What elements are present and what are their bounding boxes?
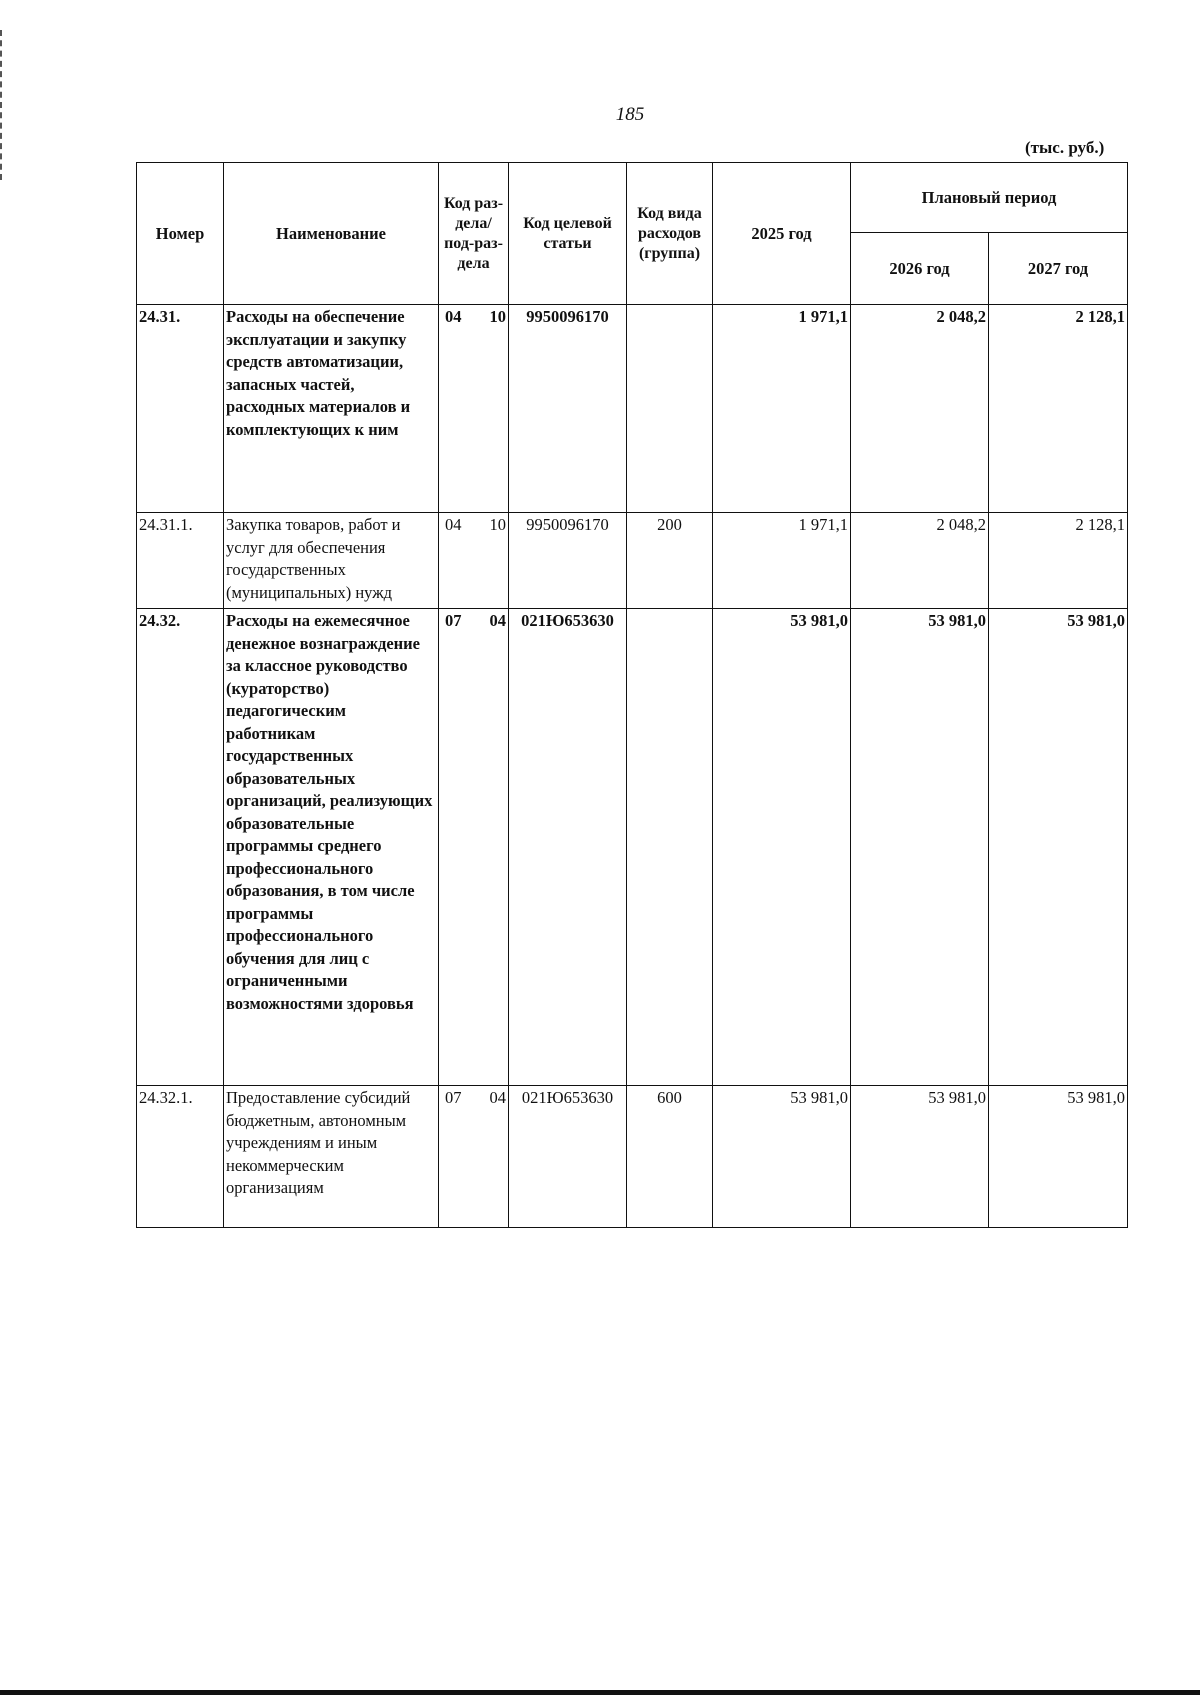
row-target-code: 021Ю653630 [509,1086,627,1228]
header-2027: 2027 год [989,233,1128,305]
table-row [137,513,1128,609]
row-target-code: 9950096170 [509,305,627,513]
header-expense-type: Код вида расходов (группа) [627,163,713,305]
header-planned-period: Плановый период [851,163,1128,233]
row-expense-type [627,305,713,513]
row-section-code [439,609,509,1086]
row-expense-type: 600 [627,1086,713,1228]
row-number: 24.32. [137,609,224,1086]
subsection-code: 04 [489,1088,506,1107]
row-2027: 2 128,1 [989,305,1128,513]
section-code: 07 [445,611,462,630]
scan-bottom-edge [0,1690,1200,1695]
table-row [137,609,1128,1086]
subsection-code: 10 [489,307,506,326]
units-label: (тыс. руб.) [1025,138,1105,157]
row-2027: 2 128,1 [989,513,1128,609]
header-section: Код раз-дела/ под-раз-дела [439,163,509,305]
row-number: 24.31. [137,305,224,513]
page-number: 185 [615,104,645,125]
row-expense-type: 200 [627,513,713,609]
header-target: Код целевой статьи [509,163,627,305]
row-name: Закупка товаров, работ и услуг для обеспечения государственных (муниципальных) нужд [224,513,439,609]
subsection-code: 10 [489,515,506,534]
row-expense-type [627,609,713,1086]
row-2027: 53 981,0 [989,1086,1128,1228]
budget-table [136,162,1128,1228]
table-row [137,305,1128,513]
row-target-code: 9950096170 [509,513,627,609]
table-body [137,305,1128,1228]
row-2025: 1 971,1 [713,305,851,513]
table-header [137,163,1128,305]
section-code: 04 [445,515,462,534]
row-2027: 53 981,0 [989,609,1128,1086]
row-number: 24.31.1. [137,513,224,609]
subsection-code: 04 [489,611,506,630]
row-2025: 53 981,0 [713,1086,851,1228]
section-code: 04 [445,307,462,326]
row-2026: 53 981,0 [851,609,989,1086]
row-2026: 2 048,2 [851,513,989,609]
section-code: 07 [445,1088,462,1107]
row-target-code: 021Ю653630 [509,609,627,1086]
table-row [137,1086,1128,1228]
header-2026: 2026 год [851,233,989,305]
row-name: Расходы на обеспечение эксплуатации и закупку средств автоматизации, запасных частей, расходных материалов и комплектующих к ним [224,305,439,513]
header-2025: 2025 год [713,163,851,305]
row-section-code [439,1086,509,1228]
row-2025: 1 971,1 [713,513,851,609]
row-name: Расходы на ежемесячное денежное вознаграждение за классное руководство (кураторство) педагогическим работникам государственных образовательных организаций, реализующих образовательные программы среднего профессионального образования, в том числе программы профессионального обучения для лиц с ограниченными возможностями здоровья [224,609,439,1086]
row-section-code [439,305,509,513]
row-number: 24.32.1. [137,1086,224,1228]
row-section-code [439,513,509,609]
header-number: Номер [137,163,224,305]
row-2025: 53 981,0 [713,609,851,1086]
header-name: Наименование [224,163,439,305]
row-2026: 2 048,2 [851,305,989,513]
row-name: Предоставление субсидий бюджетным, автономным учреждениям и иным некоммерческим организациям [224,1086,439,1228]
row-2026: 53 981,0 [851,1086,989,1228]
